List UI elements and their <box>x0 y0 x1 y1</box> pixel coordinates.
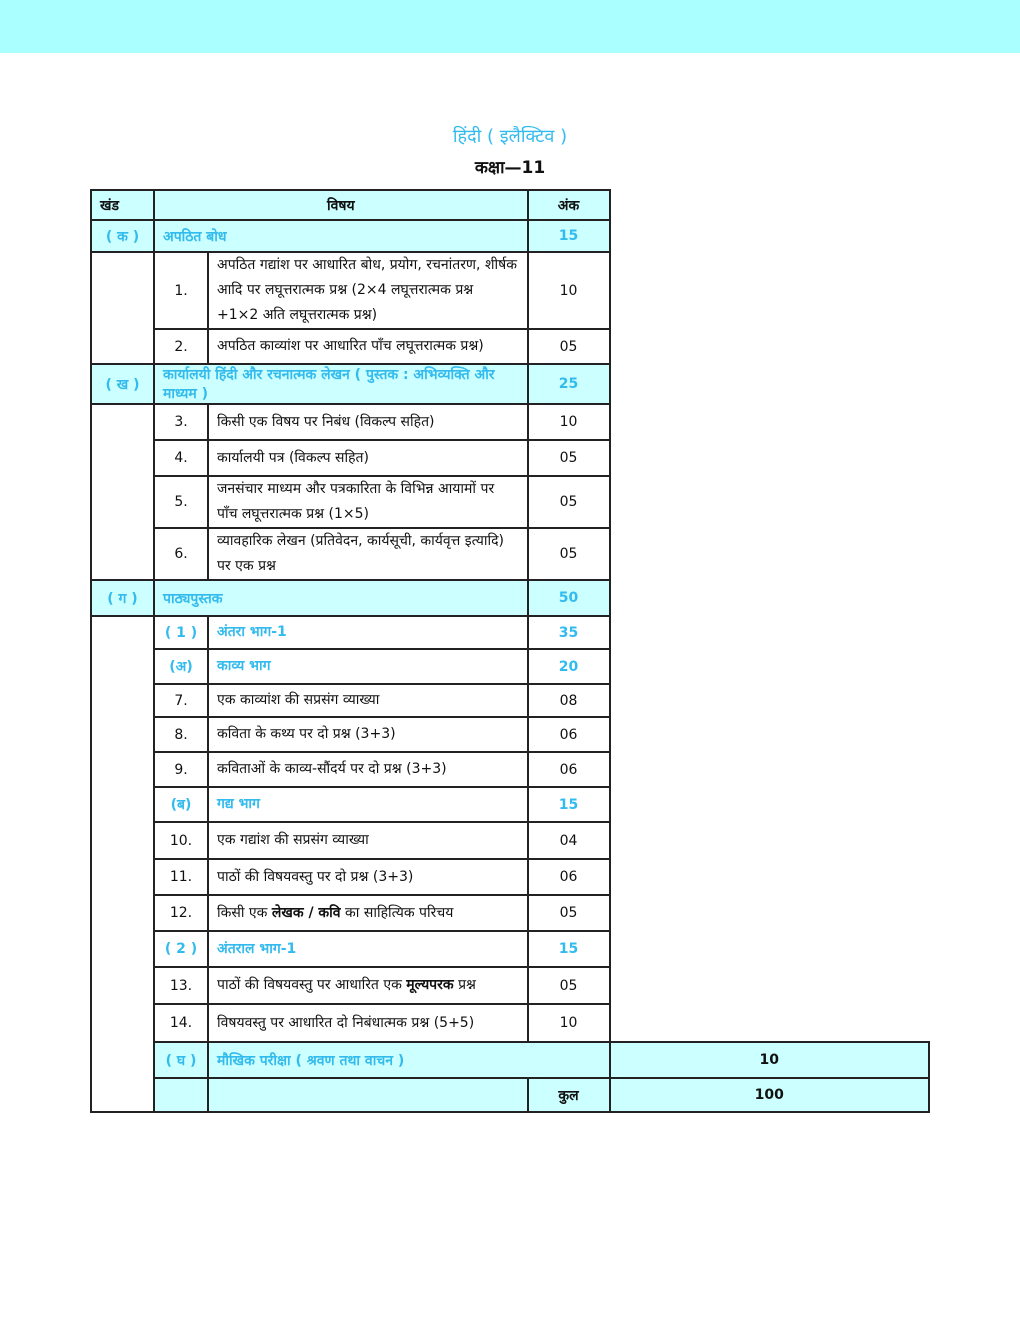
subject-text: कविताओं के काव्य-सौंदर्य पर दो प्रश्न (3+3) <box>217 761 447 777</box>
table-row <box>91 476 929 528</box>
item-number: 11. <box>154 859 208 895</box>
subject-text: काव्य भाग <box>217 658 271 674</box>
section-row <box>91 580 929 616</box>
item-marks: 10 <box>528 404 610 440</box>
item-number: ( 2 ) <box>154 931 208 967</box>
header-khand: खंड <box>91 190 154 220</box>
subject-text: अपठित गद्यांश पर आधारित बोध, प्रयोग, रचनांतरण, शीर्षक आदि पर लघूत्तरात्मक प्रश्न (2×4 लघूत्तरात्मक प्रश्न +1×2 अति लघूत्तरात्मक प्रश्न) <box>217 257 517 323</box>
subject-text: अपठित काव्यांश पर आधारित पाँच लघूत्तरात्मक प्रश्न) <box>217 338 484 354</box>
item-marks: 06 <box>528 717 610 752</box>
item-number: 4. <box>154 440 208 476</box>
section-row <box>91 1042 929 1078</box>
item-subject <box>208 649 528 684</box>
item-subject <box>208 822 528 859</box>
subject-text: लेखक / कवि <box>271 904 341 921</box>
section-label: ( क ) <box>91 220 154 252</box>
item-number: (ब) <box>154 787 208 822</box>
section-label: ( ग ) <box>91 580 154 616</box>
item-subject <box>208 859 528 895</box>
table-header <box>91 190 929 220</box>
total-row <box>91 1078 929 1112</box>
subject-text: किसी एक <box>217 904 272 921</box>
section-row <box>91 220 929 252</box>
subject-text: जनसंचार माध्यम और पत्रकारिता के विभिन्न आयामों पर पाँच लघूत्तरात्मक प्रश्न (1×5) <box>217 481 495 522</box>
total-marks: 100 <box>610 1078 930 1112</box>
subsection-row <box>91 931 929 967</box>
section-marks: 50 <box>528 580 610 616</box>
table-row <box>91 717 929 752</box>
item-subject <box>208 787 528 822</box>
subject-text: किसी एक विषय पर निबंध (विकल्प सहित) <box>217 413 435 430</box>
class-subtitle: कक्षा—11 <box>474 158 546 178</box>
item-number: 13. <box>154 967 208 1004</box>
subject-text: एक काव्यांश की सप्रसंग व्याख्या <box>217 692 380 708</box>
item-marks: 04 <box>528 822 610 859</box>
subject-text: पाठ्यपुस्तक <box>163 590 223 607</box>
item-subject <box>208 1004 528 1042</box>
subject-text: एक गद्यांश की सप्रसंग व्याख्या <box>217 832 369 848</box>
section-marks: 10 <box>610 1042 930 1078</box>
item-marks: 05 <box>528 329 610 364</box>
total-label: कुल <box>528 1078 610 1112</box>
section-marks: 25 <box>528 364 610 404</box>
item-marks: 05 <box>528 440 610 476</box>
item-subject <box>208 528 528 580</box>
subject-text: पाठों की विषयवस्तु पर आधारित एक <box>217 977 407 993</box>
empty-cell <box>154 1078 208 1112</box>
item-subject <box>208 931 528 967</box>
subsection-row <box>91 649 929 684</box>
subject-text: गद्य भाग <box>217 796 260 812</box>
item-marks: 05 <box>528 528 610 580</box>
section-marks: 15 <box>528 220 610 252</box>
item-marks: 08 <box>528 684 610 717</box>
empty-khand-cell <box>91 616 154 1112</box>
item-marks: 35 <box>528 616 610 649</box>
table-row <box>91 895 929 931</box>
item-subject <box>208 717 528 752</box>
subject-text: अंतराल भाग-1 <box>217 940 297 957</box>
item-marks: 05 <box>528 967 610 1004</box>
item-number: 7. <box>154 684 208 717</box>
item-marks: 10 <box>528 1004 610 1042</box>
table-row <box>91 859 929 895</box>
item-number: 9. <box>154 752 208 787</box>
subject-text: कार्यालयी पत्र (विकल्प सहित) <box>217 449 369 466</box>
section-label: ( घ ) <box>154 1042 208 1078</box>
table-row <box>91 684 929 717</box>
item-number: 2. <box>154 329 208 364</box>
item-subject <box>208 476 528 528</box>
item-number: 12. <box>154 895 208 931</box>
item-subject <box>208 684 528 717</box>
subject-text: मौखिक परीक्षा ( श्रवण तथा वाचन ) <box>217 1052 405 1069</box>
table-row <box>91 404 929 440</box>
item-number: (अ) <box>154 649 208 684</box>
top-banner <box>0 0 1020 53</box>
subject-text: पाठों की विषयवस्तु पर दो प्रश्न (3+3) <box>217 868 414 885</box>
subsection-row <box>91 616 929 649</box>
table-row <box>91 329 929 364</box>
table-row <box>91 967 929 1004</box>
page-title: हिंदी ( इलैक्टिव ) <box>452 126 568 147</box>
section-title <box>208 1042 610 1078</box>
empty-khand-cell <box>91 404 154 580</box>
item-number: 1. <box>154 252 208 329</box>
item-marks: 06 <box>528 752 610 787</box>
item-marks: 15 <box>528 787 610 822</box>
table-row <box>91 528 929 580</box>
item-subject <box>208 252 528 329</box>
item-marks: 20 <box>528 649 610 684</box>
subject-text: कविता के कथ्य पर दो प्रश्न (3+3) <box>217 726 396 742</box>
item-subject <box>208 967 528 1004</box>
item-marks: 05 <box>528 895 610 931</box>
subsection-row <box>91 787 929 822</box>
item-number: 8. <box>154 717 208 752</box>
item-number: 10. <box>154 822 208 859</box>
subject-text: अपठित बोध <box>163 228 227 245</box>
item-number: ( 1 ) <box>154 616 208 649</box>
header-ank: अंक <box>528 190 610 220</box>
subject-text: मूल्यपरक <box>406 977 454 993</box>
empty-khand-cell <box>91 252 154 364</box>
item-number: 5. <box>154 476 208 528</box>
subject-text: का साहित्यिक परिचय <box>340 904 454 921</box>
item-number: 3. <box>154 404 208 440</box>
item-subject <box>208 752 528 787</box>
section-title <box>154 220 528 252</box>
table-row <box>91 822 929 859</box>
section-label: ( ख ) <box>91 364 154 404</box>
table-row <box>91 440 929 476</box>
subject-text: विषयवस्तु पर आधारित दो निबंधात्मक प्रश्न (5+5) <box>217 1014 475 1031</box>
section-row <box>91 364 929 404</box>
item-number: 6. <box>154 528 208 580</box>
header-vishay: विषय <box>154 190 528 220</box>
item-marks: 05 <box>528 476 610 528</box>
item-subject <box>208 440 528 476</box>
section-title <box>154 364 528 404</box>
empty-cell <box>208 1078 528 1112</box>
item-subject <box>208 404 528 440</box>
subject-text: कार्यालयी हिंदी और रचनात्मक लेखन ( पुस्तक : अभिव्यक्ति और माध्यम ) <box>163 367 495 402</box>
table-row <box>91 1004 929 1042</box>
table-row <box>91 252 929 329</box>
subject-text: प्रश्न <box>453 977 476 993</box>
table-row <box>91 752 929 787</box>
item-subject <box>208 329 528 364</box>
item-subject <box>208 616 528 649</box>
item-marks: 15 <box>528 931 610 967</box>
subject-text: अंतरा भाग-1 <box>217 624 287 640</box>
section-title <box>154 580 528 616</box>
item-marks: 06 <box>528 859 610 895</box>
item-number: 14. <box>154 1004 208 1042</box>
item-marks: 10 <box>528 252 610 329</box>
subject-text: व्यावहारिक लेखन (प्रतिवेदन, कार्यसूची, कार्यवृत्त इत्यादि) पर एक प्रश्न <box>217 533 505 574</box>
marks-distribution-table <box>90 189 930 1113</box>
item-subject <box>208 895 528 931</box>
